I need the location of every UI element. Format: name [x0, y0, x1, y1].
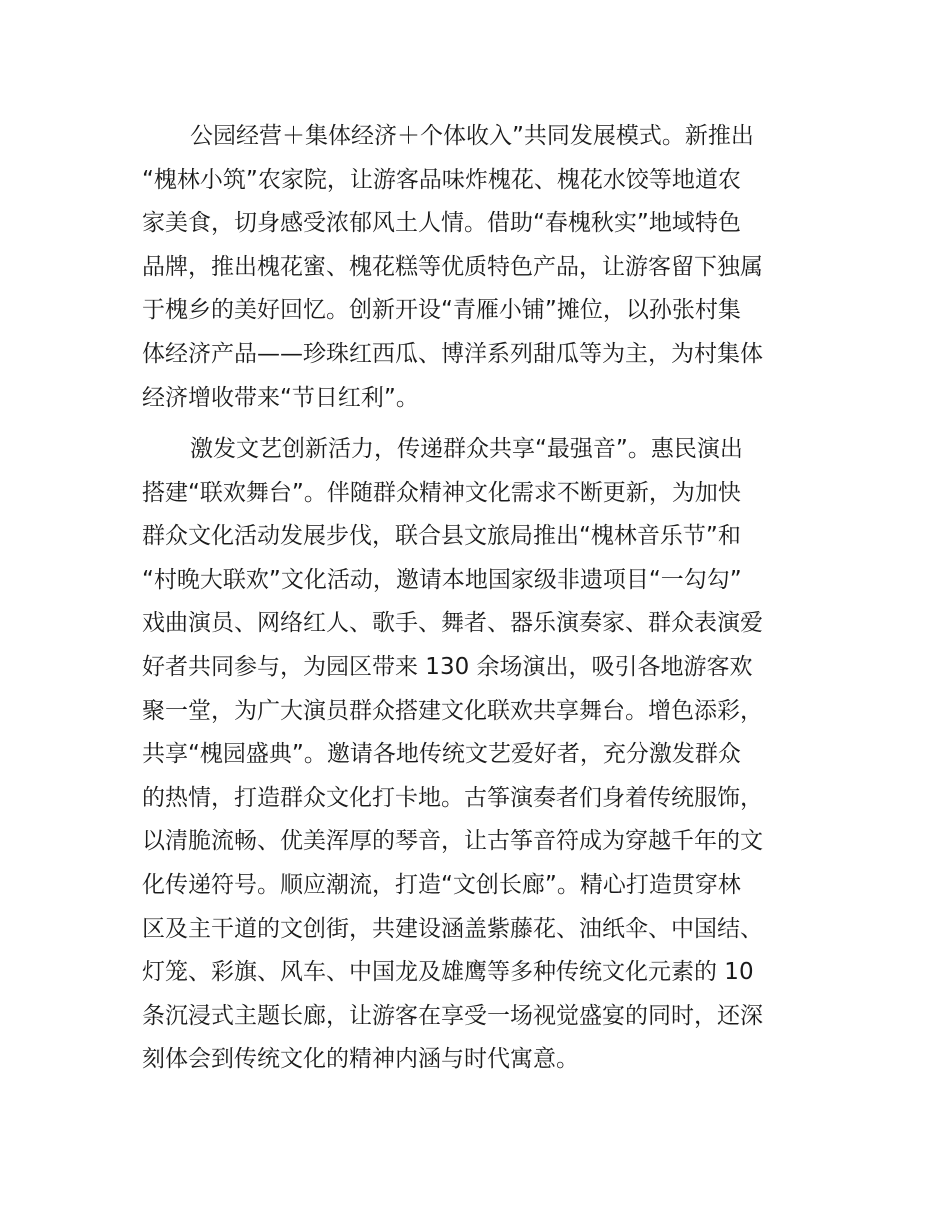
paragraph-2-line: “村晚大联欢”文化活动，邀请本地国家级非遗项目“一勾勾”: [142, 566, 742, 593]
paragraph-2-line: 以清脆流畅、优美浑厚的琴音，让古筝音符成为穿越千年的文: [142, 828, 763, 855]
paragraph-1-line: “槐林小筑”农家院，让游客品味炸槐花、槐花水饺等地道农: [142, 166, 741, 193]
paragraph-1-line: 家美食，切身感受浓郁风土人情。借助“春槐秋实”地域特色: [142, 210, 741, 237]
paragraph-1-line: 于槐乡的美好回忆。创新开设“青雁小铺”摊位，以孙张村集: [142, 297, 741, 324]
paragraph-2-line: 灯笼、彩旗、风车、中国龙及雄鹰等多种传统文化元素的 10: [142, 959, 754, 986]
paragraph-1-line: 公园经营＋集体经济＋个体收入”共同发展模式。新推出: [190, 123, 754, 149]
paragraph-2-line: 聚一堂，为广大演员群众搭建文化联欢共享舞台。增色添彩，: [142, 697, 763, 724]
paragraph-2-line: 刻体会到传统文化的精神内涵与时代寓意。: [142, 1046, 579, 1073]
paragraph-1-line: 体经济产品——珍珠红西瓜、博洋系列甜瓜等为主，为村集体: [142, 340, 763, 367]
paragraph-2-line: 共享“槐园盛典”。邀请各地传统文艺爱好者，充分激发群众: [142, 741, 741, 768]
paragraph-1-line: 品牌，推出槐花蜜、槐花糕等优质特色产品，让游客留下独属: [142, 253, 763, 280]
paragraph-2-line: 区及主干道的文创街，共建设涵盖紫藤花、油纸伞、中国结、: [142, 915, 763, 942]
paragraph-2-line: 激发文艺创新活力，传递群众共享“最强音”。惠民演出: [190, 436, 743, 462]
paragraph-1-line: 经济增收带来“节日红利”。: [142, 384, 419, 411]
paragraph-2-line: 条沉浸式主题长廊，让游客在享受一场视觉盛宴的同时，还深: [142, 1002, 763, 1029]
paragraph-2-line: 化传递符号。顺应潮流，打造“文创长廊”。精心打造贯穿林: [142, 871, 741, 898]
paragraph-1: [142, 115, 814, 420]
paragraph-2-line: 搭建“联欢舞台”。伴随群众精神文化需求不断更新，为加快: [142, 479, 741, 506]
paragraph-2-line: 群众文化活动发展步伐，联合县文旅局推出“槐林音乐节”和: [142, 523, 741, 550]
paragraph-2: [142, 428, 814, 1082]
paragraph-2-line: 好者共同参与，为园区带来 130 余场演出，吸引各地游客欢: [142, 653, 753, 680]
paragraph-2-line: 的热情，打造群众文化打卡地。古筝演奏者们身着传统服饰，: [142, 784, 763, 811]
paragraph-2-line: 戏曲演员、网络红人、歌手、舞者、器乐演奏家、群众表演爱: [142, 610, 763, 637]
